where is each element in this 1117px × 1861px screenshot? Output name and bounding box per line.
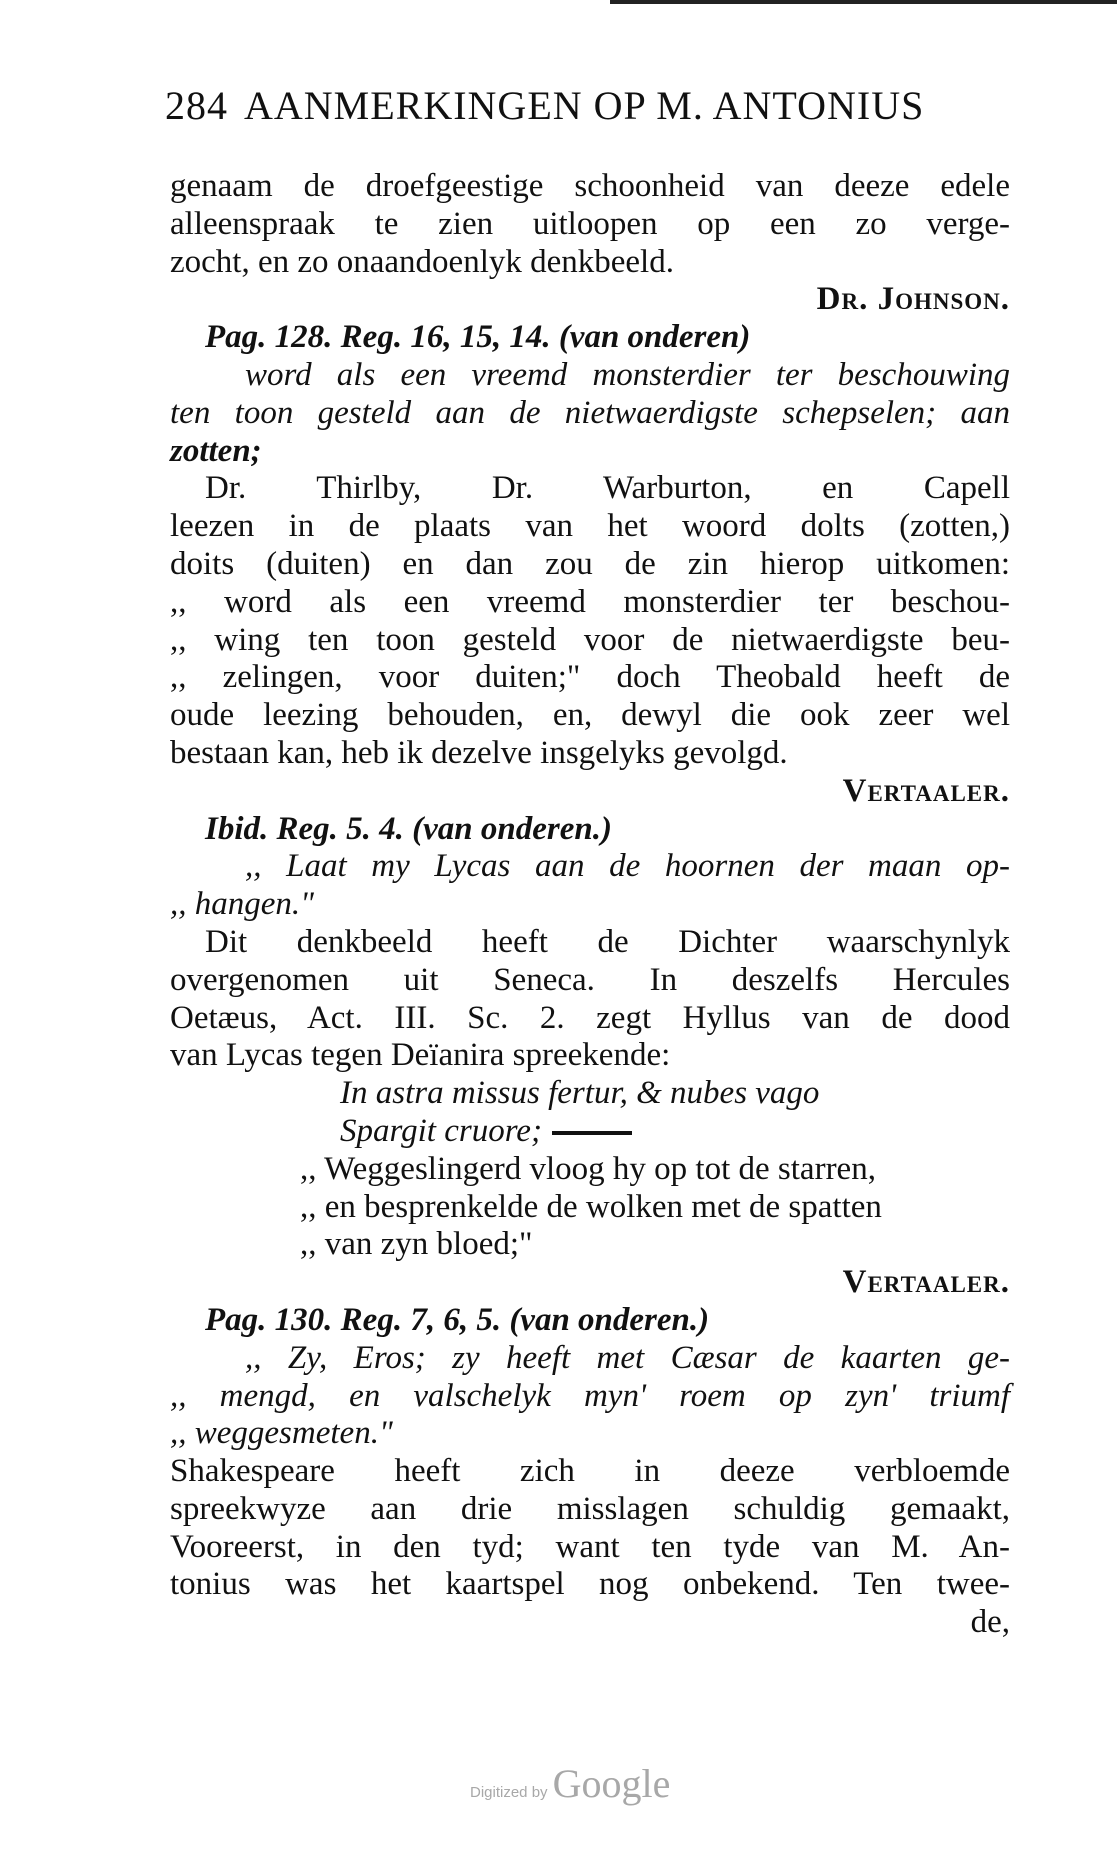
latin-verse-text: Spargit cruore;	[340, 1112, 542, 1149]
text-line: van Lycas tegen Deïanira spreekende:	[170, 1037, 671, 1074]
translated-verse: ,, en besprenkelde de wolken met de spatten	[300, 1188, 882, 1225]
note-reference: Ibid. Reg. 5. 4. (van onderen.)	[205, 810, 612, 847]
text-line: ,, zelingen, voor duiten;" doch Theobald heeft de	[170, 659, 1010, 696]
quoted-line: ,, Zy, Eros; zy heeft met Cæsar de kaarten ge-	[245, 1339, 1010, 1376]
page-body	[170, 168, 1010, 1642]
latin-verse: In astra missus fertur, & nubes vago	[340, 1075, 820, 1112]
text-line: doits (duiten) en dan zou de zin hierop uitkomen:	[170, 545, 1010, 582]
signature-vertaaler: Vertaaler.	[842, 1264, 1010, 1301]
signature-johnson: Dr. Johnson.	[816, 281, 1010, 318]
translated-verse: ,, van zyn bloed;"	[300, 1226, 533, 1263]
text-line: leezen in de plaats van het woord dolts (zotten,)	[170, 508, 1010, 545]
text-line: Shakespeare heeft zich in deeze verbloemde	[170, 1453, 1010, 1490]
text-line: zocht, en zo onaandoenlyk denkbeeld.	[170, 243, 674, 280]
text-line: Dit denkbeeld heeft de Dichter waarschynlyk	[205, 923, 1010, 960]
quoted-line: ten toon gesteld aan de nietwaerdigste schepselen; aan	[170, 394, 1010, 431]
translated-verse: ,, Weggeslingerd vloog hy op tot de starren,	[300, 1150, 876, 1187]
text-line: Oetæus, Act. III. Sc. 2. zegt Hyllus van de dood	[170, 999, 1010, 1036]
google-logo: Google	[552, 1761, 671, 1806]
catchword: de,	[970, 1604, 1010, 1641]
text-line: tonius was het kaartspel nog onbekend. Ten twee-	[170, 1566, 1010, 1603]
text-line: Vooreerst, in den tyd; want ten tyde van M. An-	[170, 1528, 1010, 1565]
text-line: ,, word als een vreemd monsterdier ter beschou-	[170, 583, 1010, 620]
text-line: overgenomen uit Seneca. In deszelfs Hercules	[170, 961, 1010, 998]
quoted-line: ,, Laat my Lycas aan de hoornen der maan op-	[245, 848, 1010, 885]
page-number: 284	[165, 83, 228, 128]
latin-verse	[170, 1113, 1010, 1151]
running-header	[165, 82, 985, 129]
text-line: oude leezing behouden, en, dewyl die ook zeer wel	[170, 697, 1010, 734]
quoted-line: word als een vreemd monsterdier ter beschouwing	[245, 356, 1010, 393]
note-reference: Pag. 128. Reg. 16, 15, 14. (van onderen)	[205, 319, 751, 356]
quoted-line: zotten;	[170, 432, 262, 469]
text-line: Dr. Thirlby, Dr. Warburton, en Capell	[205, 470, 1010, 507]
text-line: genaam de droefgeestige schoonheid van deeze edele	[170, 168, 1010, 204]
quoted-line: ,, mengd, en valschelyk myn' roem op zyn' triumf	[170, 1377, 1010, 1414]
quoted-line: ,, weggesmeten."	[170, 1415, 393, 1452]
text-line: ,, wing ten toon gesteld voor de nietwaerdigste beu-	[170, 621, 1010, 658]
note-reference: Pag. 130. Reg. 7, 6, 5. (van onderen.)	[205, 1301, 710, 1338]
running-title: AANMERKINGEN OP M. ANTONIUS	[244, 83, 925, 128]
dash-rule	[552, 1131, 632, 1135]
google-watermark	[470, 1760, 710, 1807]
text-line: spreekwyze aan drie misslagen schuldig gemaakt,	[170, 1490, 1010, 1527]
watermark-prefix: Digitized by	[470, 1784, 548, 1801]
text-line: alleenspraak te zien uitloopen op een zo verge-	[170, 205, 1010, 242]
top-border-line	[610, 0, 1117, 4]
quoted-line: ,, hangen."	[170, 886, 315, 923]
text-line: bestaan kan, heb ik dezelve insgelyks gevolgd.	[170, 734, 788, 771]
signature-vertaaler: Vertaaler.	[842, 772, 1010, 809]
